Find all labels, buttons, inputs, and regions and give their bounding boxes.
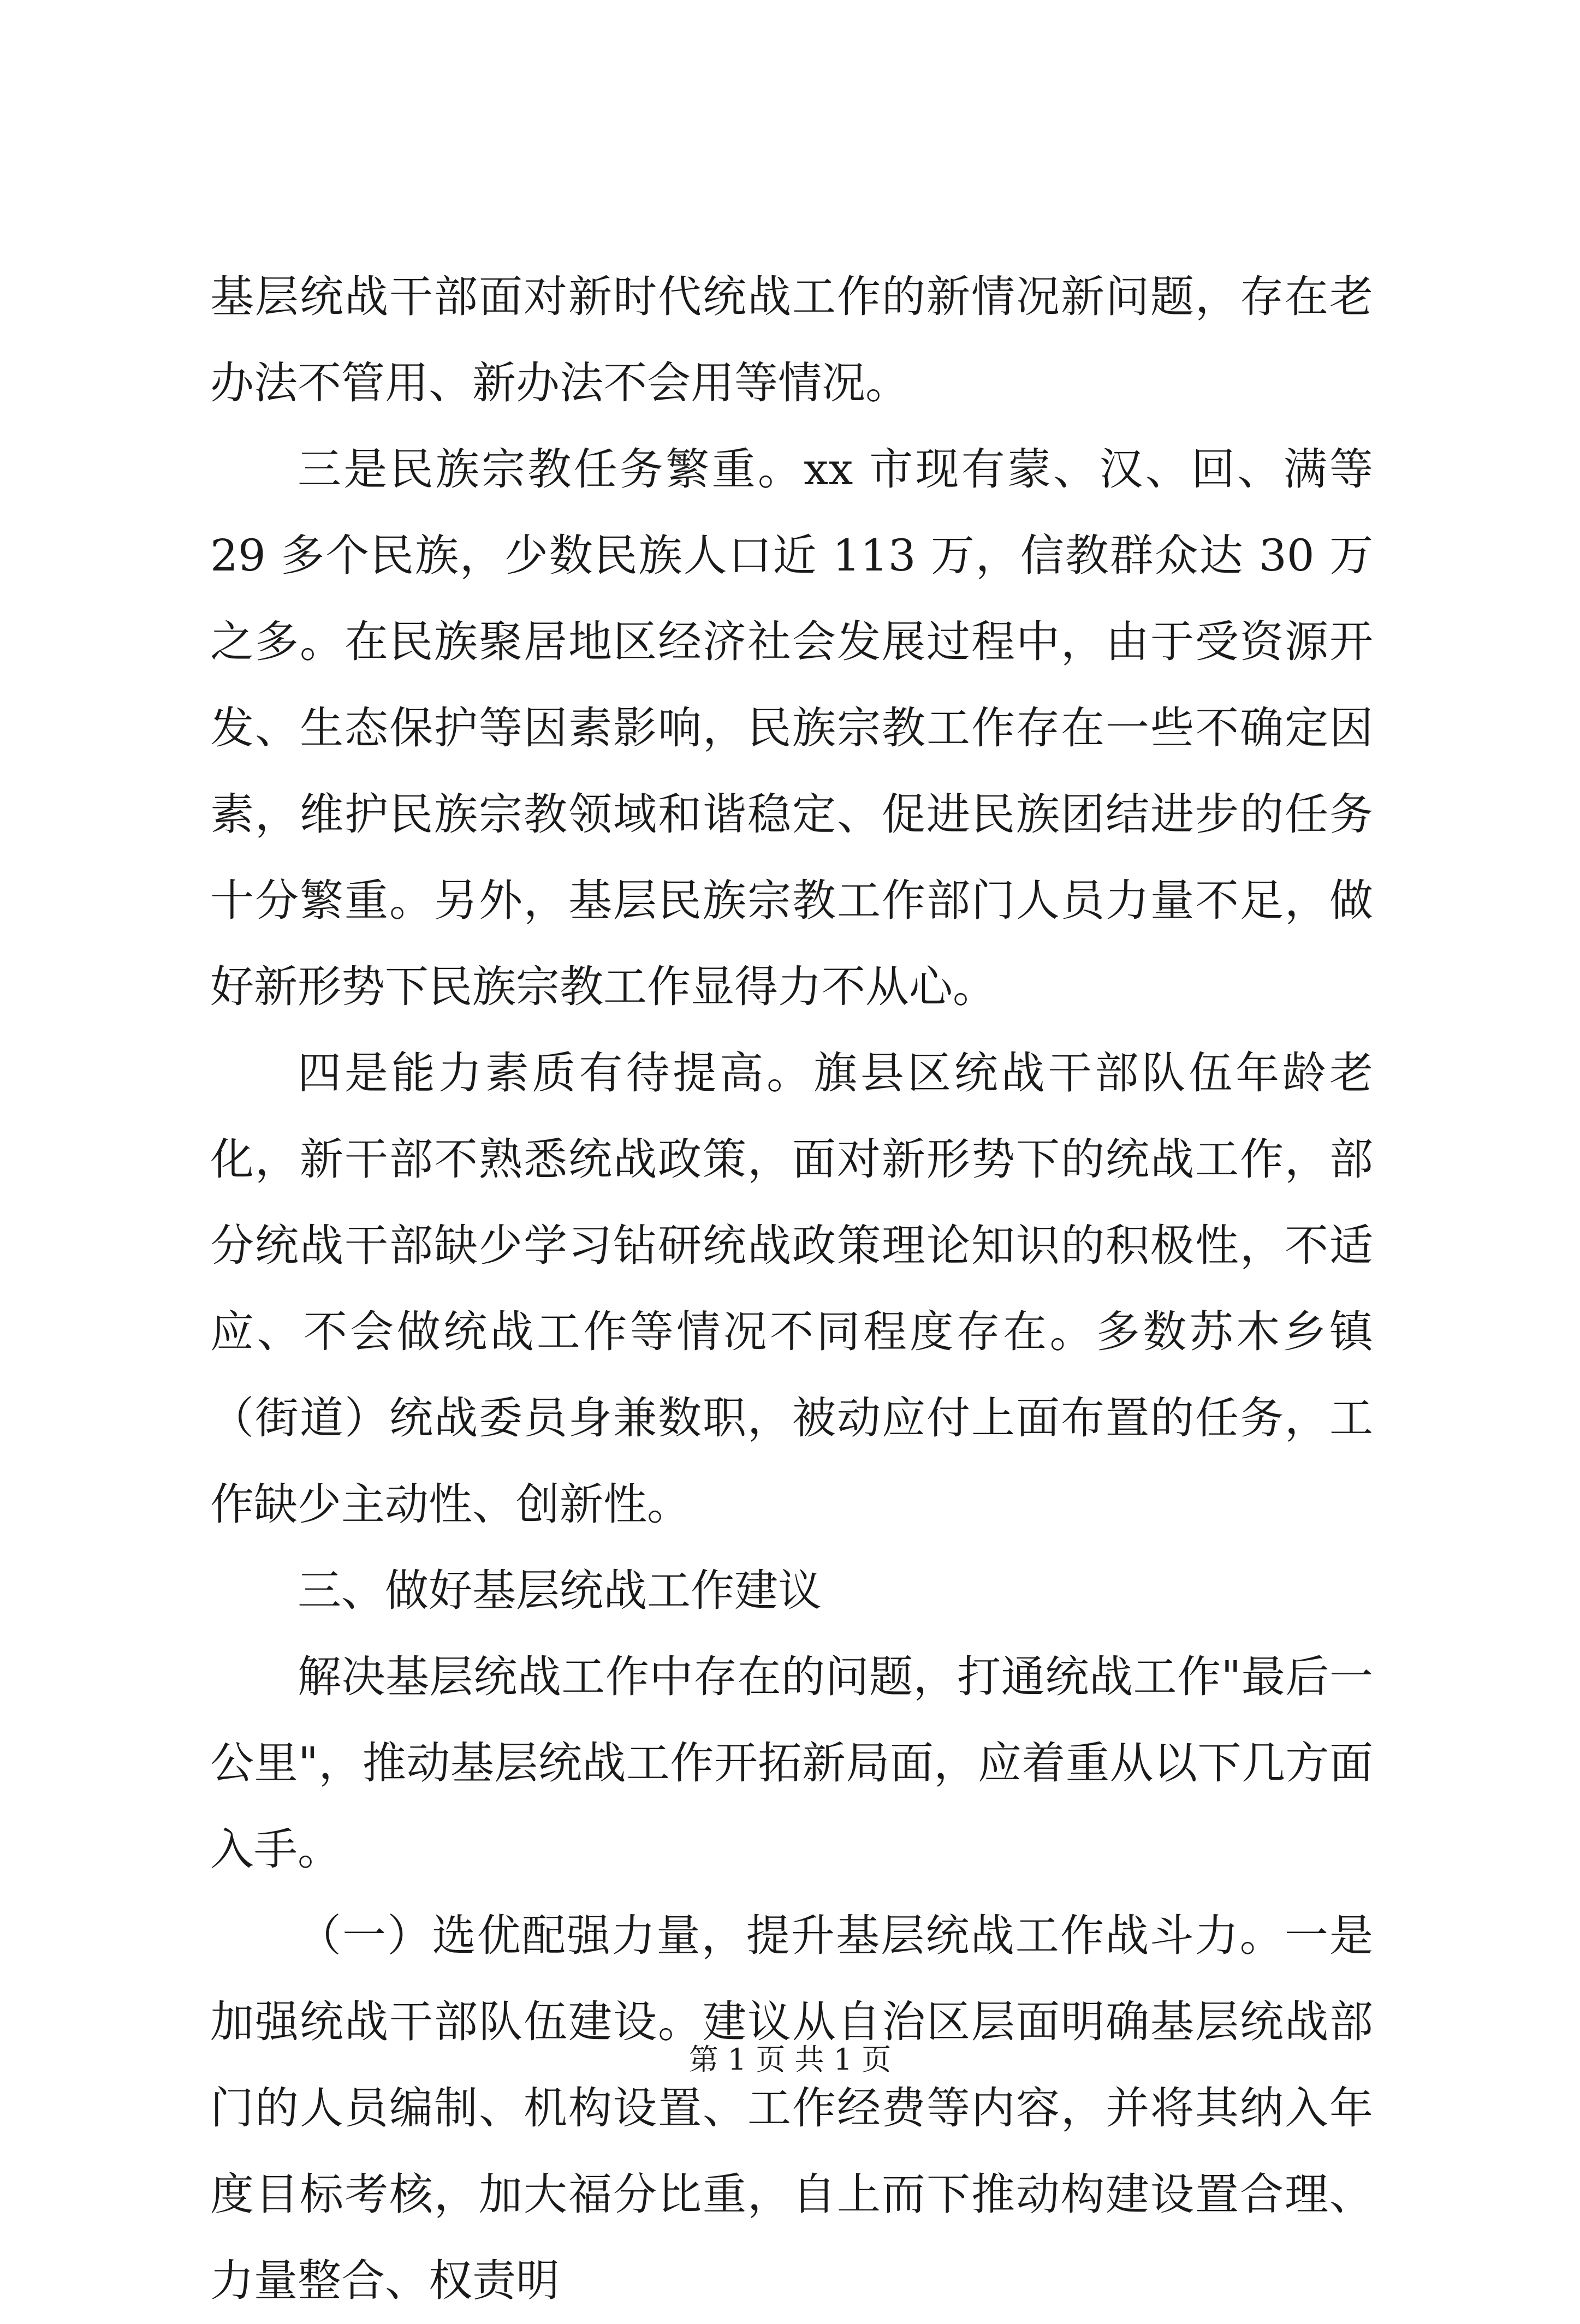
paragraph-2: 三是民族宗教任务繁重。xx 市现有蒙、汉、回、满等 29 多个民族，少数民族人口近 113 万，信教群众达 30 万之多。在民族聚居地区经济社会发展过程中，由于受资源开发、生态保护等因素影响，民族宗教工作存在一些不确定因素，维护民族宗教领域和谐稳定、促进民族团结进步的任务十分繁重。另外，基层民族宗教工作部门人员力量不足，做好新形势下民族宗教工作显得力不从心。 [210,444,1373,1012]
section-heading: 三、做好基层统战工作建议 [298,1565,822,1616]
paragraph-1: 基层统战干部面对新时代统战工作的新情况新问题，存在老办法不管用、新办法不会用等情况。 [210,271,1373,408]
paragraph-3: 四是能力素质有待提高。旗县区统战干部队伍年龄老化，新干部不熟悉统战政策，面对新形势下的统战工作，部分统战干部缺少学习钻研统战政策理论知识的积极性，不适应、不会做统战工作等情况不同程度存在。多数苏木乡镇（街道）统战委员身兼数职，被动应付上面布置的任务，工作缺少主动性、创新性。 [210,1048,1373,1530]
paragraph-5: （一）选优配强力量，提升基层统战工作战斗力。一是加强统战干部队伍建设。建议从自治区层面明确基层统战部门的人员编制、机构设置、工作经费等内容，并将其纳入年度目标考核，加大福分比重，自上而下推动构建设置合理、力量整合、权责明 [210,1910,1373,2306]
paragraph-4: 解决基层统战工作中存在的问题，打通统战工作"最后一公里"，推动基层统战工作开拓新局面，应着重从以下几方面入手。 [210,1651,1373,1875]
page-footer: 第 1 页 共 1 页 [688,2042,892,2077]
body-text [210,254,1373,2324]
